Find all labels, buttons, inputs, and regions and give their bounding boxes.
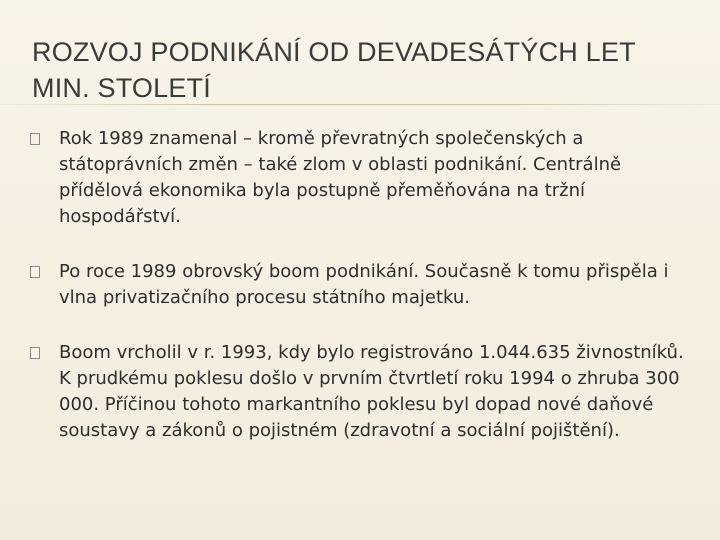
- bullet-item: [30, 126, 700, 230]
- bullet-box-icon: [30, 133, 40, 145]
- bullet-item: [30, 259, 700, 311]
- bullet-text: Boom vrcholil v r. 1993, kdy bylo registrováno 1.044.635 živnostníků. K prudkému poklesu došlo v prvním čtvrtletí roku 1994 o zhruba 300 000. Příčinou tohoto markantního poklesu byl dopad nové daňové soustavy a zákonů o pojistném (zdravotní a sociální pojištění).: [59, 342, 684, 441]
- bullet-box-icon: [30, 266, 40, 278]
- title-divider: [0, 104, 720, 105]
- bullet-text: Po roce 1989 obrovský boom podnikání. Současně k tomu přispěla i vlna privatizačního procesu státního majetku.: [59, 261, 669, 308]
- bullet-item: [30, 340, 700, 444]
- bullet-text: Rok 1989 znamenal – kromě převratných společenských a státoprávních změn – také zlom v oblasti podnikání. Centrálně přídělová ekonomika byla postupně přeměňována na tržní hospodářství.: [59, 128, 622, 227]
- bullet-box-icon: [30, 347, 40, 359]
- slide-title: [32, 34, 692, 106]
- slide-title-line-2: MIN. STOLETÍ: [32, 73, 211, 103]
- slide-title-line-1: ROZVOJ PODNIKÁNÍ OD DEVADESÁTÝCH LET: [32, 37, 636, 67]
- bullet-list: [30, 126, 700, 473]
